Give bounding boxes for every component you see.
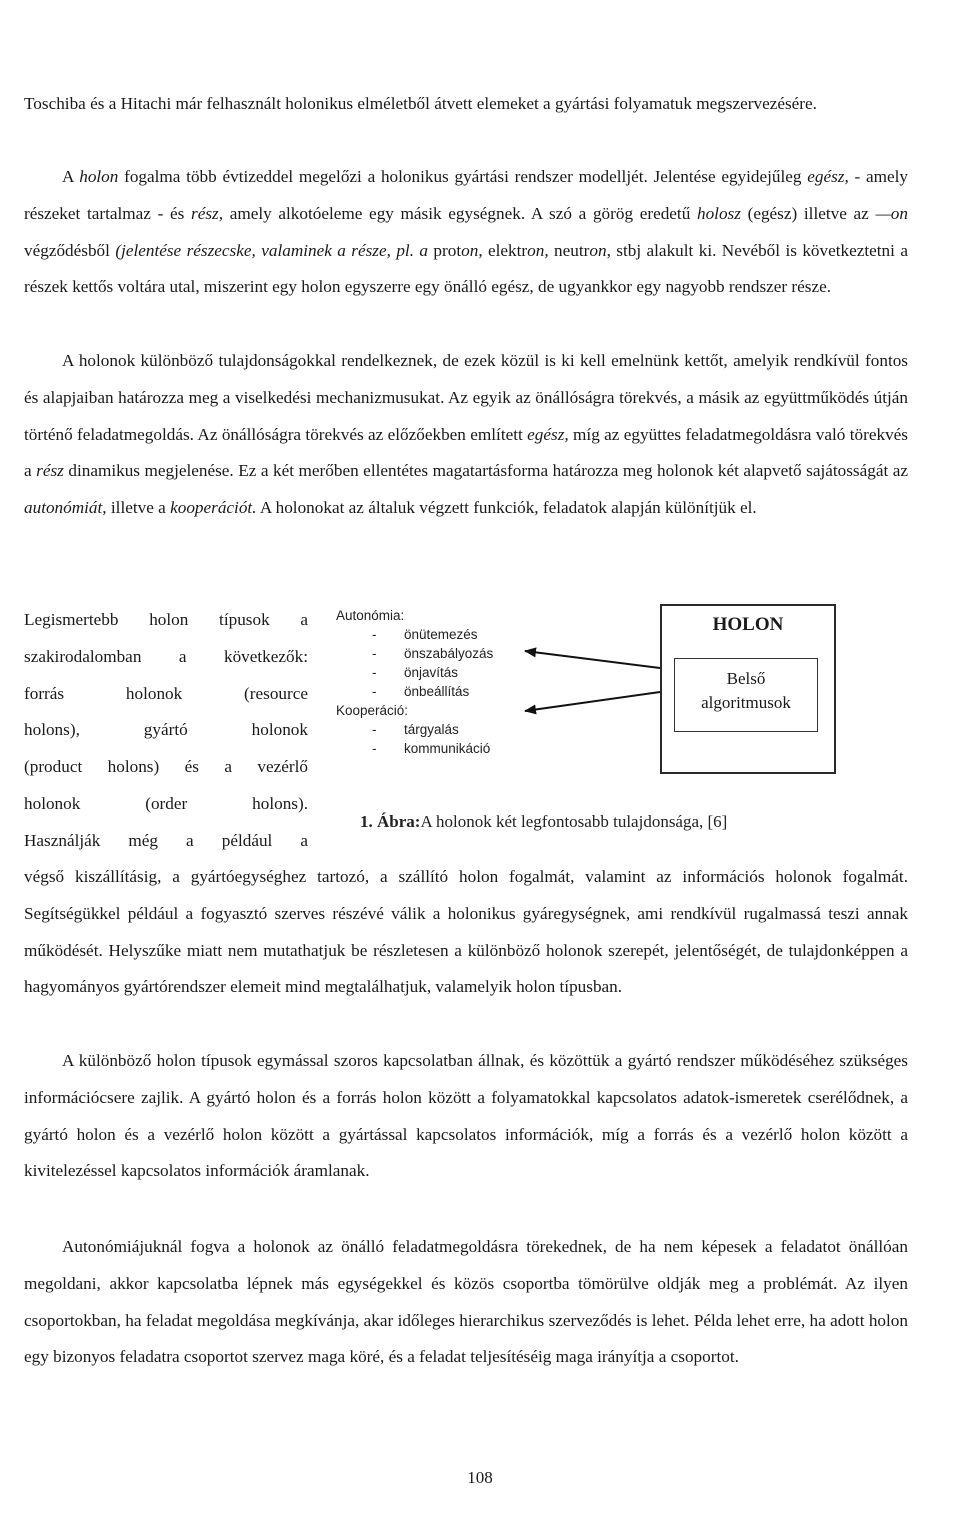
figure-caption xyxy=(360,812,727,832)
inner-line-2: algoritmusok xyxy=(701,693,791,712)
italic-term: holon xyxy=(79,167,119,186)
text-line: holons), gyártó holonok xyxy=(24,720,308,740)
caption-label: 1. Ábra: xyxy=(360,812,421,831)
arrow-to-cooperation xyxy=(525,692,660,711)
bullet-dash: - xyxy=(372,665,377,680)
bullet-dash: - xyxy=(372,741,377,756)
italic-term: —on xyxy=(875,203,908,223)
text-line: forrás holonok (resource xyxy=(24,683,308,703)
paragraph-1: Toschiba és a Hitachi már felhasznált holonikus elméletből átvett elemeket a gyártási folyamatuk megszervezésére. xyxy=(24,94,817,113)
italic-term: on xyxy=(589,240,607,260)
internal-algorithms-label xyxy=(675,667,817,715)
holon-box xyxy=(660,604,836,774)
italic-term: egész, xyxy=(527,424,569,444)
paragraph-4-continued: végső kiszállításig, a gyártóegységhez tartozó, a szállító holon fogalmát, valamint az információs holonok fogalmát. Segítségükkel például a fogyasztó szerves részévé válik a holonikus gyáregységnek, ami rendkívül rugalmassá teszi annak működését. Helyszűke miatt nem mutathatjuk be részletesen a különböző holonok szerepét, jelentőségét, de tulajdonképpen a hagyományos gyártórendszer elemeit mind megtalálhatjuk, valamelyik holon típusban. xyxy=(24,867,908,997)
italic-term: kooperációt. xyxy=(170,498,257,518)
paragraph-3: A holonok különböző tulajdonságokkal rendelkeznek, de ezek közül is ki kell emelnünk kettőt, amelyik rendkívül fontos és alapjaiban határozza meg a viselkedési mechanizmusukat. Az egyik az önállóságra törekvés, a másik az együttműködés útján történő feladatmegoldás. Az önállóságra törekvés az előzőekben említett egész, míg az együttes feladatmegoldásra való törekvés a rész dinamikus megjelenése. Ez a két merőben ellentétes magatartásforma határozza meg holonok két alapvető sajátosságát az autonómiát, illetve a kooperációt. A holonokat az általuk végzett funkciók, feladatok alapján különítjük el. xyxy=(24,351,908,518)
inner-line-1: Belső xyxy=(726,669,766,688)
text-line: holonok (order holons). xyxy=(24,793,308,813)
bullet-dash: - xyxy=(372,722,377,737)
item-label: önbeállítás xyxy=(404,684,470,699)
text-line: Használják még a például a xyxy=(24,830,308,850)
caption-text: A holonok két legfontosabb tulajdonsága, [6] xyxy=(420,812,728,831)
holon-types-intro xyxy=(24,602,308,860)
bullet-dash: - xyxy=(372,627,377,642)
italic-term: rész, xyxy=(191,203,224,223)
item-label: önjavítás xyxy=(404,665,459,680)
holon-title: HOLON xyxy=(712,614,784,635)
bullet-dash: - xyxy=(372,646,377,661)
italic-term: egész, xyxy=(807,167,849,186)
italic-term: on xyxy=(461,240,479,260)
bullet-dash: - xyxy=(372,684,377,699)
italic-term: rész xyxy=(36,461,64,481)
text-line: Legismertebb holon típusok a xyxy=(24,610,308,629)
cooperation-heading: Kooperáció: xyxy=(336,703,409,718)
internal-algorithms-box xyxy=(674,658,818,732)
text-line: (product holons) és a vezérlő xyxy=(24,757,308,777)
autonomy-heading: Autonómia: xyxy=(336,608,405,623)
italic-term: (jelentése részecske, valaminek a része, pl. a xyxy=(115,240,429,260)
holon-figure xyxy=(330,596,840,846)
page-number: 108 xyxy=(467,1468,493,1487)
item-label: önszabályozás xyxy=(404,646,494,661)
arrow-to-autonomy xyxy=(525,651,660,668)
paragraph-6: Autonómiájuknál fogva a holonok az önálló feladatmegoldásra törekednek, de ha nem képesek a feladatot önállóan megoldani, akkor kapcsolatba lépnek más egységekkel és közös csoportba tömörülve oldják meg a problémát. Az ilyen csoportokban, ha feladat megoldása megkívánja, akar időleges hierarchikus szerveződés is lehet. Példa lehet erre, ha adott holon egy bizonyos feladatra csoportot szervez maga köré, és a feladat teljesítéséig maga irányítja a csoportot. xyxy=(24,1237,908,1367)
text-line: szakirodalomban a következők: xyxy=(24,646,308,666)
item-label: önütemezés xyxy=(404,627,478,642)
italic-term: holosz xyxy=(696,203,741,223)
item-label: kommunikáció xyxy=(404,741,491,756)
paragraph-5: A különböző holon típusok egymással szoros kapcsolatban állnak, és közöttük a gyártó rendszer működéséhez szükséges információcsere zajlik. A gyártó holon és a forrás holon között a folyamatokkal kapcsolatos adatok-ismeretek cserélődnek, a gyártó holon és a vezérlő holon között a gyártással kapcsolatos információk, míg a forrás és a vezérlő holon között a kivitelezéssel kapcsolatos információk áramlanak. xyxy=(24,1051,908,1181)
item-label: tárgyalás xyxy=(404,722,459,737)
italic-term: on, xyxy=(527,240,549,260)
paragraph-2: A holon fogalma több évtizeddel megelőzi a holonikus gyártási rendszer modelljét. Jelentése egyidejűleg egész, - amely részeket tartalmaz - és rész, amely alkotóeleme egy másik egységnek. A szó a görög eredetű holosz (egész) illetve az —on végződésből (jelentése részecske, valaminek a része, pl. a proton, elektron, neutron, stbj alakult ki. Nevéből is következtetni a részek kettős voltára utal, miszerint egy holon egyszerre egy önálló egész, de ugyankkor egy nagyobb rendszer része. xyxy=(24,167,908,297)
italic-term: autonómiát, xyxy=(24,498,107,518)
